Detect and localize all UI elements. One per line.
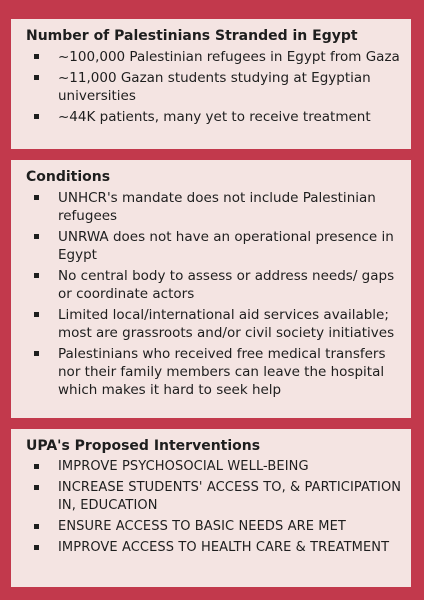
list-item-text: ~11,000 Gazan students studying at Egyptian universities	[58, 70, 371, 104]
list-item-text: UNRWA does not have an operational presence in Egypt	[58, 229, 394, 263]
stranded-panel	[11, 19, 411, 149]
bullet-icon	[34, 114, 39, 119]
list-item	[26, 108, 403, 126]
bullet-icon	[34, 273, 39, 278]
list-item	[26, 539, 403, 557]
bullet-icon	[34, 234, 39, 239]
stranded-list	[26, 48, 403, 126]
bullet-icon	[34, 54, 39, 59]
list-item	[26, 267, 403, 303]
list-item	[26, 189, 403, 225]
list-item-text: No central body to assess or address needs/ gaps or coordinate actors	[58, 268, 395, 302]
list-item-text: IMPROVE ACCESS TO HEALTH CARE & TREATMENT	[58, 540, 390, 555]
interventions-title: UPA's Proposed Interventions	[26, 438, 261, 454]
bullet-icon	[34, 75, 39, 80]
list-item	[26, 518, 403, 536]
list-item	[26, 228, 403, 264]
interventions-list	[26, 458, 403, 557]
list-item-text: ~44K patients, many yet to receive treatment	[58, 109, 371, 125]
list-item-text: Limited local/international aid services available; most are grassroots and/or civil society initiatives	[58, 307, 395, 341]
list-item-text: ENSURE ACCESS TO BASIC NEEDS ARE MET	[58, 519, 346, 534]
list-item	[26, 48, 403, 66]
list-item	[26, 479, 403, 515]
bullet-icon	[34, 545, 39, 550]
conditions-panel	[11, 160, 411, 418]
bullet-icon	[34, 524, 39, 529]
list-item-text: IMPROVE PSYCHOSOCIAL WELL-BEING	[58, 459, 309, 474]
bullet-icon	[34, 195, 39, 200]
bullet-icon	[34, 351, 39, 356]
list-item	[26, 345, 403, 399]
list-item-text: UNHCR's mandate does not include Palestinian refugees	[58, 190, 376, 224]
conditions-title: Conditions	[26, 169, 111, 185]
bullet-icon	[34, 464, 39, 469]
interventions-panel	[11, 429, 411, 587]
list-item	[26, 69, 403, 105]
bullet-icon	[34, 485, 39, 490]
list-item-text: Palestinians who received free medical transfers nor their family members can leave the hospital which makes it hard to seek help	[58, 346, 386, 398]
stranded-title: Number of Palestinians Stranded in Egypt	[26, 28, 358, 44]
list-item-text: ~100,000 Palestinian refugees in Egypt from Gaza	[58, 49, 400, 65]
list-item	[26, 306, 403, 342]
list-item	[26, 458, 403, 476]
list-item-text: INCREASE STUDENTS' ACCESS TO, & PARTICIPATION IN, EDUCATION	[58, 480, 402, 513]
conditions-list	[26, 189, 403, 399]
bullet-icon	[34, 312, 39, 317]
